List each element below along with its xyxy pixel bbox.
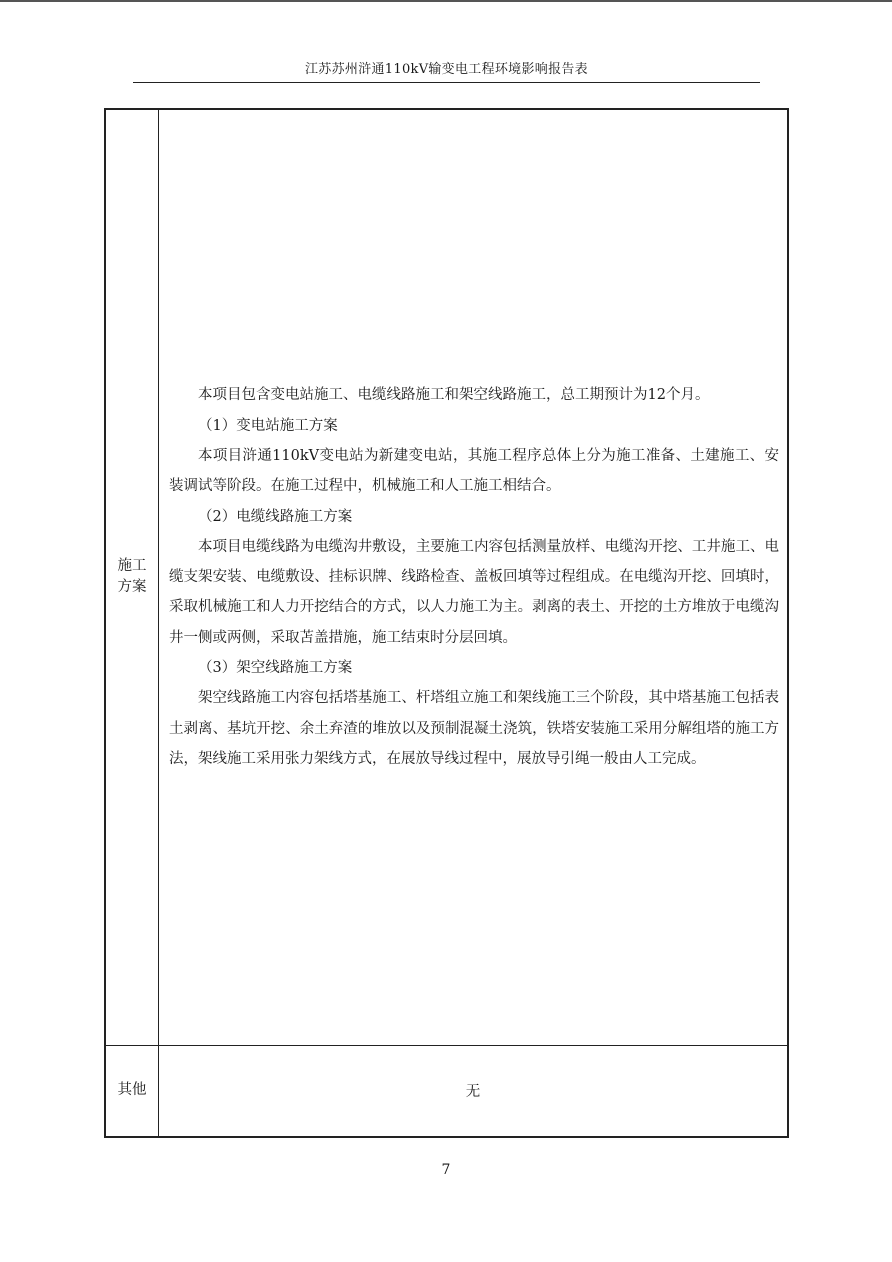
substation-paragraph: 本项目浒通110kV变电站为新建变电站，其施工程序总体上分为施工准备、土建施工、安装调试等阶段。在施工过程中，机械施工和人工施工相结合。 — [169, 447, 779, 495]
construction-plan-text — [159, 380, 787, 774]
report-table — [104, 108, 789, 1138]
overhead-section-heading: （3）架空线路施工方案 — [198, 659, 353, 676]
overhead-paragraph: 架空线路施工内容包括塔基施工、杆塔组立施工和架线施工三个阶段，其中塔基施工包括表土剥离、基坑开挖、余土弃渣的堆放以及预制混凝土浇筑，铁塔安装施工采用分解组塔的施工方法，架线施工采用张力架线方式，在展放导线过程中，展放导引绳一般由人工完成。 — [169, 690, 779, 767]
substation-section-heading: （1）变电站施工方案 — [198, 417, 338, 434]
other-value: 无 — [159, 1045, 789, 1137]
construction-plan-content — [159, 109, 789, 1045]
page-top-border — [0, 0, 892, 2]
construction-plan-row — [105, 109, 788, 1045]
construction-plan-label-line2: 方案 — [117, 579, 147, 596]
construction-plan-label — [105, 109, 159, 1045]
other-row — [105, 1045, 788, 1137]
cable-paragraph: 本项目电缆线路为电缆沟井敷设，主要施工内容包括测量放样、电缆沟开挖、工井施工、电缆支架安装、电缆敷设、挂标识牌、线路检查、盖板回填等过程组成。在电缆沟开挖、回填时，采取机械施工和人力开挖结合的方式，以人力施工为主。剥离的表土、开挖的土方堆放于电缆沟井一侧或两侧，采取苫盖措施，施工结束时分层回填。 — [169, 538, 779, 646]
other-label: 其他 — [105, 1045, 159, 1137]
construction-plan-label-line1: 施工 — [117, 558, 147, 575]
page-number: 7 — [441, 1162, 451, 1178]
overview-paragraph: 本项目包含变电站施工、电缆线路施工和架空线路施工，总工期预计为12个月。 — [198, 387, 710, 404]
cable-section-heading: （2）电缆线路施工方案 — [198, 508, 353, 525]
header-rule — [133, 82, 760, 83]
running-header: 江苏苏州浒通110kV输变电工程环境影响报告表 — [305, 62, 588, 77]
